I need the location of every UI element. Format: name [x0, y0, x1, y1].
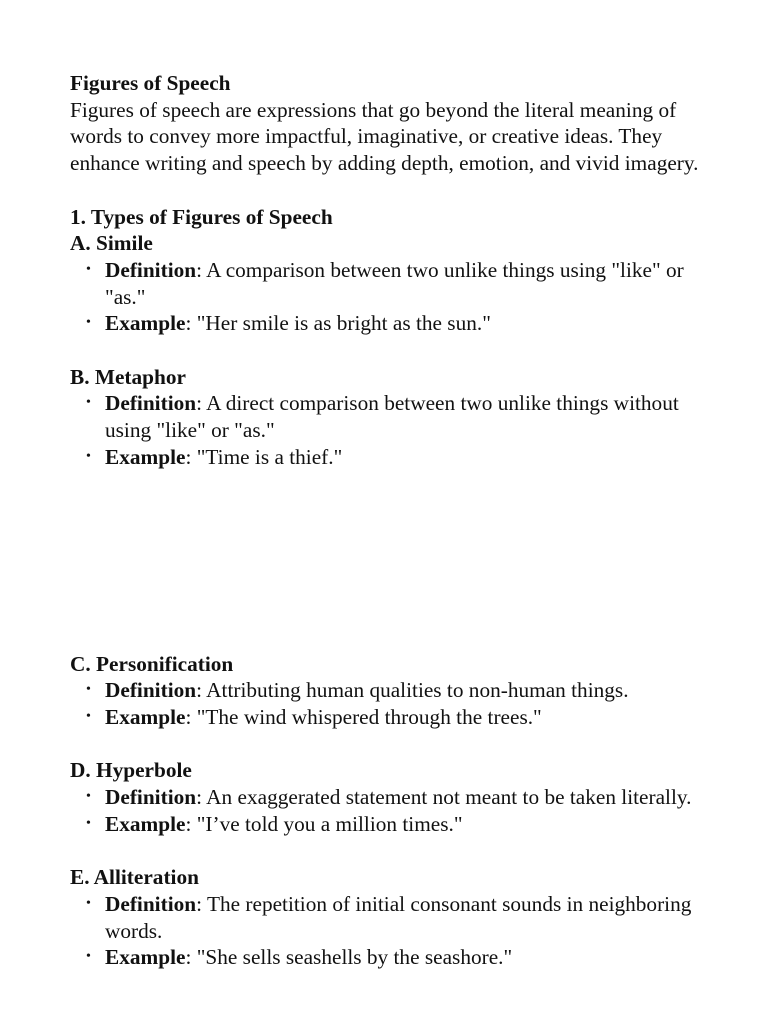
list-item: [70, 677, 700, 704]
list-item: [70, 444, 700, 471]
bullet-icon: •: [86, 395, 91, 411]
example-text: : "Her smile is as bright as the sun.": [185, 311, 491, 336]
simile-list: [70, 257, 700, 337]
spacer: [70, 337, 700, 364]
list-item: [70, 704, 700, 731]
list-item: [70, 944, 700, 971]
bullet-icon: •: [86, 448, 91, 464]
intro-paragraph: Figures of speech are expressions that go beyond the literal meaning of words to convey more impactful, imaginative, or creative ideas. They enhance writing and speech by adding depth, emotion, and vivid imagery.: [70, 97, 699, 176]
document-title: Figures of Speech: [70, 71, 231, 95]
example-text: : "The wind whispered through the trees.": [185, 704, 542, 729]
example-label: Example: [105, 945, 186, 970]
definition-label: Definition: [105, 257, 197, 282]
document-page: [70, 70, 700, 971]
figure-heading-simile: A. Simile: [70, 231, 153, 256]
page-gap: [70, 471, 700, 651]
definition-text: : Attributing human qualities to non-human things.: [196, 678, 629, 703]
example-text: : "Time is a thief.": [185, 444, 343, 469]
definition-label: Definition: [105, 891, 197, 916]
bullet-icon: •: [86, 789, 91, 805]
spacer: [70, 731, 700, 758]
bullet-icon: •: [86, 708, 91, 724]
section-heading: 1. Types of Figures of Speech: [70, 204, 333, 229]
bullet-icon: •: [86, 261, 91, 277]
bullet-icon: •: [86, 815, 91, 831]
definition-text: : A comparison between two unlike things using "like" or "as.": [105, 257, 684, 309]
figure-heading-metaphor: B. Metaphor: [70, 364, 186, 389]
definition-label: Definition: [105, 678, 197, 703]
bullet-icon: •: [86, 949, 91, 965]
bullet-icon: •: [86, 315, 91, 331]
definition-text: : An exaggerated statement not meant to be taken literally.: [196, 785, 692, 810]
example-label: Example: [105, 704, 186, 729]
definition-label: Definition: [105, 785, 197, 810]
definition-label: Definition: [105, 391, 197, 416]
spacer: [70, 177, 700, 204]
bullet-icon: •: [86, 895, 91, 911]
example-label: Example: [105, 811, 186, 836]
alliteration-list: [70, 891, 700, 971]
example-text: : "I’ve told you a million times.": [185, 811, 463, 836]
bullet-icon: •: [86, 682, 91, 698]
hyperbole-list: [70, 784, 700, 837]
metaphor-list: [70, 390, 700, 470]
example-label: Example: [105, 444, 186, 469]
list-item: [70, 811, 700, 838]
list-item: [70, 310, 700, 337]
example-text: : "She sells seashells by the seashore.": [185, 945, 513, 970]
example-label: Example: [105, 311, 186, 336]
personification-list: [70, 677, 700, 730]
figure-heading-hyperbole: D. Hyperbole: [70, 758, 192, 783]
list-item: [70, 390, 700, 443]
figure-heading-personification: C. Personification: [70, 651, 234, 676]
list-item: [70, 257, 700, 310]
spacer: [70, 837, 700, 864]
definition-text: : A direct comparison between two unlike things without using "like" or "as.": [105, 391, 679, 443]
list-item: [70, 784, 700, 811]
list-item: [70, 891, 700, 944]
definition-text: : The repetition of initial consonant sounds in neighboring words.: [105, 891, 692, 943]
figure-heading-alliteration: E. Alliteration: [70, 865, 199, 890]
